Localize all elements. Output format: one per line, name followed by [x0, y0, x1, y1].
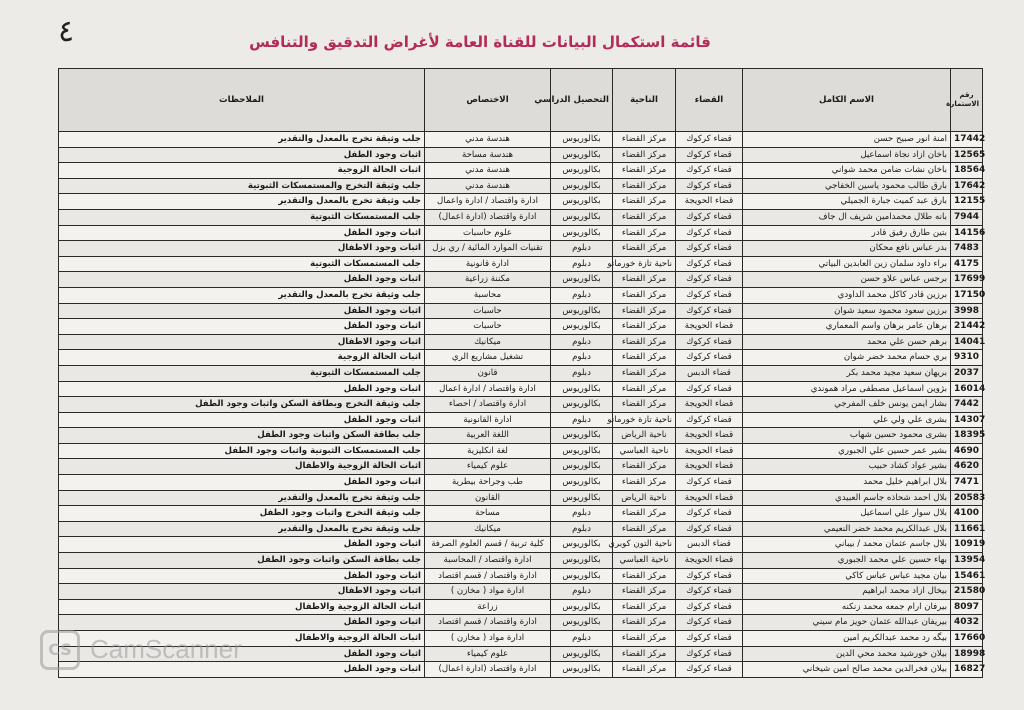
cell-notes: جلب وثيقة تخرج بالمعدل والتقدير	[59, 194, 425, 210]
cell-district: قضاء كركوك	[676, 163, 743, 179]
cell-district: قضاء الحويجة	[676, 553, 743, 569]
cell-subdistrict: مركز القضاء	[613, 475, 676, 491]
cell-subdistrict: مركز القضاء	[613, 225, 676, 241]
cell-specialty: علوم كيمياء	[425, 459, 551, 475]
cell-district: قضاء الدبس	[676, 365, 743, 381]
cell-form-number: 12155	[951, 194, 983, 210]
cell-form-number: 12565	[951, 147, 983, 163]
cell-specialty: ميكانيك	[425, 334, 551, 350]
cell-form-number: 4690	[951, 443, 983, 459]
cell-full-name: بيلان فخرالدين محمد صالح امين شيخاني	[743, 662, 951, 678]
cell-district: قضاء كركوك	[676, 521, 743, 537]
cell-notes: جلب وثيقة تخرج بالمعدل والتقدير	[59, 132, 425, 148]
cell-subdistrict: ناحية الرياض	[613, 490, 676, 506]
cell-full-name: برزين سعود محمود سعيد شوان	[743, 303, 951, 319]
cell-subdistrict: مركز القضاء	[613, 209, 676, 225]
cell-subdistrict: مركز القضاء	[613, 319, 676, 335]
table-row	[59, 272, 983, 288]
cell-district: قضاء كركوك	[676, 147, 743, 163]
table-row	[59, 599, 983, 615]
table-row	[59, 521, 983, 537]
cell-form-number: 14041	[951, 334, 983, 350]
table-row	[59, 646, 983, 662]
cell-notes: اثبات الحالة الزوجية	[59, 350, 425, 366]
cell-district: قضاء كركوك	[676, 584, 743, 600]
cell-subdistrict: مركز القضاء	[613, 568, 676, 584]
data-table-container	[58, 68, 986, 694]
table-row	[59, 412, 983, 428]
cell-specialty: ادارة واقتصاد / ادارة واعمال	[425, 194, 551, 210]
table-row	[59, 132, 983, 148]
table-row	[59, 241, 983, 257]
cell-education: بكالوريوس	[551, 147, 613, 163]
table-row	[59, 225, 983, 241]
cell-district: قضاء كركوك	[676, 241, 743, 257]
cell-notes: اثبات وجود الطفل	[59, 662, 425, 678]
cell-specialty: اللغة العربية	[425, 428, 551, 444]
table-row	[59, 397, 983, 413]
cell-specialty: ادارة واقتصاد (ادارة اعمال)	[425, 662, 551, 678]
header-subdistrict: الناحية	[613, 69, 676, 132]
cell-form-number: 7471	[951, 475, 983, 491]
header-education: التحصيل الدراسي	[551, 69, 613, 132]
cell-district: قضاء كركوك	[676, 287, 743, 303]
cell-education: دبلوم	[551, 412, 613, 428]
table-row	[59, 537, 983, 553]
cell-full-name: بشرى محمود حسين شهاب	[743, 428, 951, 444]
cell-education: دبلوم	[551, 287, 613, 303]
cell-subdistrict: ناحية تازة خورماتو	[613, 412, 676, 428]
cell-district: قضاء الحويجة	[676, 397, 743, 413]
cell-district: قضاء الحويجة	[676, 194, 743, 210]
cell-district: قضاء كركوك	[676, 631, 743, 647]
cell-district: قضاء كركوك	[676, 568, 743, 584]
header-notes: الملاحظات	[59, 69, 425, 132]
cell-full-name: بتين طارق رفيق قادر	[743, 225, 951, 241]
table-row	[59, 490, 983, 506]
cell-notes: جلب وثيقة التخرج والمستمسكات الثبوتية	[59, 178, 425, 194]
cell-subdistrict: ناحية التون كوبري	[613, 537, 676, 553]
cell-notes: جلب المستمسكات الثبوتية واثبات وجود الطفل	[59, 443, 425, 459]
table-row	[59, 350, 983, 366]
cell-subdistrict: ناحية العباسي	[613, 443, 676, 459]
cell-education: بكالوريوس	[551, 178, 613, 194]
cell-form-number: 13954	[951, 553, 983, 569]
cell-notes: اثبات وجود الطفل	[59, 568, 425, 584]
cell-specialty: ادارة مواد ( مخازن )	[425, 631, 551, 647]
cell-specialty: ادارة واقتصاد / قسم اقتصاد	[425, 568, 551, 584]
cell-specialty: ادارة واقتصاد / ادارة اعمال	[425, 381, 551, 397]
cell-specialty: ادارة واقتصاد / احصاء	[425, 397, 551, 413]
cell-education: دبلوم	[551, 584, 613, 600]
cell-education: بكالوريوس	[551, 397, 613, 413]
cell-form-number: 9310	[951, 350, 983, 366]
cell-full-name: بژوين اسماعيل مصطفى مراد هموندي	[743, 381, 951, 397]
cell-subdistrict: مركز القضاء	[613, 350, 676, 366]
cell-form-number: 20583	[951, 490, 983, 506]
cell-notes: اثبات الحالة الزوجية والاطفال	[59, 631, 425, 647]
cell-notes: اثبات وجود الاطفال	[59, 584, 425, 600]
cell-subdistrict: مركز القضاء	[613, 662, 676, 678]
cell-subdistrict: مركز القضاء	[613, 287, 676, 303]
cell-subdistrict: مركز القضاء	[613, 147, 676, 163]
cell-education: بكالوريوس	[551, 319, 613, 335]
cell-education: دبلوم	[551, 256, 613, 272]
cell-full-name: بانه طلال محمدامين شريف ال جاف	[743, 209, 951, 225]
cell-notes: اثبات وجود الطفل	[59, 225, 425, 241]
cell-notes: جلب وثيقة تخرج بالمعدل والتقدير	[59, 287, 425, 303]
cell-notes: جلب المستمسكات الثبوتية	[59, 209, 425, 225]
cell-district: قضاء كركوك	[676, 350, 743, 366]
cell-specialty: ميكانيك	[425, 521, 551, 537]
cell-education: بكالوريوس	[551, 132, 613, 148]
cell-form-number: 17442	[951, 132, 983, 148]
table-row	[59, 334, 983, 350]
cell-form-number: 18998	[951, 646, 983, 662]
cell-education: بكالوريوس	[551, 163, 613, 179]
data-table	[58, 68, 986, 678]
cell-specialty: محاسبة	[425, 287, 551, 303]
cell-form-number: 18564	[951, 163, 983, 179]
cell-specialty: القانون	[425, 490, 551, 506]
cell-district: قضاء كركوك	[676, 272, 743, 288]
cell-notes: اثبات الحالة الزوجية	[59, 163, 425, 179]
cell-district: قضاء كركوك	[676, 506, 743, 522]
cell-district: قضاء كركوك	[676, 412, 743, 428]
cell-district: قضاء كركوك	[676, 381, 743, 397]
table-row	[59, 163, 983, 179]
cell-full-name: بارق طالب محمود ياسين الخفاجي	[743, 178, 951, 194]
cell-notes: اثبات وجود الطفل	[59, 303, 425, 319]
cell-form-number: 8097	[951, 599, 983, 615]
cell-full-name: برجس عباس علاو حسن	[743, 272, 951, 288]
table-row	[59, 662, 983, 678]
cell-specialty: علوم كيمياء	[425, 646, 551, 662]
cell-specialty: ادارة القانونية	[425, 412, 551, 428]
table-row	[59, 365, 983, 381]
cell-district: قضاء كركوك	[676, 256, 743, 272]
cell-subdistrict: مركز القضاء	[613, 365, 676, 381]
cell-notes: جلب المستمسكات الثبوتية	[59, 256, 425, 272]
cell-specialty: مساحة	[425, 506, 551, 522]
cell-full-name: براء داود سلمان زين العابدين البياتي	[743, 256, 951, 272]
cell-education: بكالوريوس	[551, 615, 613, 631]
cell-full-name: بيرفان ارام جمعه محمد زنكنه	[743, 599, 951, 615]
cell-education: بكالوريوس	[551, 459, 613, 475]
cell-full-name: بلال ابراهيم خليل محمد	[743, 475, 951, 491]
cell-education: دبلوم	[551, 365, 613, 381]
cell-form-number: 16827	[951, 662, 983, 678]
cell-full-name: بشير عواد كشاد حبيب	[743, 459, 951, 475]
cell-education: بكالوريوس	[551, 303, 613, 319]
cell-full-name: بيخال ازاد محمد ابراهيم	[743, 584, 951, 600]
cell-district: قضاء كركوك	[676, 646, 743, 662]
cell-notes: جلب وثيقة تخرج بالمعدل والتقدير	[59, 490, 425, 506]
header-specialty: الاختصاص	[425, 69, 551, 132]
cell-notes: اثبات الحالة الزوجية والاطفال	[59, 599, 425, 615]
cell-district: قضاء كركوك	[676, 334, 743, 350]
cell-specialty: لغة انكليزية	[425, 443, 551, 459]
header-district: القضاء	[676, 69, 743, 132]
cell-notes: اثبات وجود الطفل	[59, 147, 425, 163]
cell-subdistrict: مركز القضاء	[613, 381, 676, 397]
cell-full-name: امنة انور صبيح حسن	[743, 132, 951, 148]
cell-full-name: بيان مجيد عباس عباس كاكي	[743, 568, 951, 584]
cell-education: بكالوريوس	[551, 443, 613, 459]
cell-specialty: كلية تربية / قسم العلوم الصرفة	[425, 537, 551, 553]
cell-specialty: تشغيل مشاريع الري	[425, 350, 551, 366]
cell-full-name: بلال احمد شحاذه جاسم العبيدي	[743, 490, 951, 506]
cell-full-name: بيريفان عبدالله عثمان حويز مام سيني	[743, 615, 951, 631]
watermark-text: CamScanner	[90, 634, 242, 664]
cell-notes: اثبات وجود الاطفال	[59, 334, 425, 350]
cell-education: بكالوريوس	[551, 194, 613, 210]
cell-subdistrict: مركز القضاء	[613, 646, 676, 662]
table-row	[59, 475, 983, 491]
cell-specialty: هندسة مساحة	[425, 147, 551, 163]
cell-form-number: 4620	[951, 459, 983, 475]
cell-notes: اثبات وجود الطفل	[59, 412, 425, 428]
cell-district: قضاء الحويجة	[676, 459, 743, 475]
cell-notes: اثبات الحالة الزوجية والاطفال	[59, 459, 425, 475]
cell-subdistrict: مركز القضاء	[613, 506, 676, 522]
cell-form-number: 2037	[951, 365, 983, 381]
cell-form-number: 17660	[951, 631, 983, 647]
cell-district: قضاء الحويجة	[676, 443, 743, 459]
cell-specialty: ادارة واقتصاد / المحاسبة	[425, 553, 551, 569]
table-row	[59, 256, 983, 272]
cell-full-name: بيلان خورشيد محمد محي الدين	[743, 646, 951, 662]
cell-form-number: 16014	[951, 381, 983, 397]
cell-specialty: تقنيات الموارد المائية / ري بزل	[425, 241, 551, 257]
table-row	[59, 381, 983, 397]
cell-notes: جلب المستمسكات الثبوتية	[59, 365, 425, 381]
cell-subdistrict: مركز القضاء	[613, 241, 676, 257]
cell-subdistrict: مركز القضاء	[613, 459, 676, 475]
cell-specialty: هندسة مدني	[425, 163, 551, 179]
cell-form-number: 7483	[951, 241, 983, 257]
cell-education: بكالوريوس	[551, 475, 613, 491]
cell-notes: اثبات وجود الطفل	[59, 646, 425, 662]
cell-education: بكالوريوس	[551, 381, 613, 397]
table-row	[59, 631, 983, 647]
cell-subdistrict: مركز القضاء	[613, 303, 676, 319]
cell-form-number: 21580	[951, 584, 983, 600]
header-form-number: رقم الاستمارة	[951, 69, 983, 132]
table-row	[59, 147, 983, 163]
cell-full-name: بري حسام محمد خضر شوان	[743, 350, 951, 366]
table-row	[59, 194, 983, 210]
table-row	[59, 443, 983, 459]
cell-full-name: باخان ازاد نجاة اسماعيل	[743, 147, 951, 163]
cell-form-number: 10919	[951, 537, 983, 553]
cell-full-name: بدر عباس نافع محكان	[743, 241, 951, 257]
table-row	[59, 459, 983, 475]
cell-district: قضاء كركوك	[676, 225, 743, 241]
cell-full-name: بشير عمر حسين علي الجبوري	[743, 443, 951, 459]
cell-specialty: ادارة قانونية	[425, 256, 551, 272]
cell-specialty: ادارة واقتصاد (ادارة اعمال)	[425, 209, 551, 225]
cell-full-name: بشار ايمن يونس خلف المفرجي	[743, 397, 951, 413]
cell-district: قضاء الحويجة	[676, 428, 743, 444]
cell-notes: جلب وثيقة التخرج وبطاقة السكن واثبات وجود الطفل	[59, 397, 425, 413]
cell-subdistrict: مركز القضاء	[613, 163, 676, 179]
cell-subdistrict: مركز القضاء	[613, 178, 676, 194]
cell-full-name: بيگه رد محمد عبدالكريم امين	[743, 631, 951, 647]
camscanner-logo-icon: CS	[40, 630, 80, 670]
cell-specialty: هندسة مدني	[425, 178, 551, 194]
cell-subdistrict: ناحية الرياض	[613, 428, 676, 444]
table-row	[59, 506, 983, 522]
cell-subdistrict: مركز القضاء	[613, 615, 676, 631]
cell-subdistrict: مركز القضاء	[613, 272, 676, 288]
cell-full-name: بارق عبد كميت جبارة الجميلي	[743, 194, 951, 210]
cell-district: قضاء كركوك	[676, 599, 743, 615]
cell-education: بكالوريوس	[551, 662, 613, 678]
cell-full-name: بريهان سعيد مجيد محمد بكر	[743, 365, 951, 381]
cell-full-name: بهاء حسين علي محمد الجبوري	[743, 553, 951, 569]
cell-education: دبلوم	[551, 631, 613, 647]
cell-form-number: 15461	[951, 568, 983, 584]
cell-form-number: 4032	[951, 615, 983, 631]
cell-specialty: قانون	[425, 365, 551, 381]
table-row	[59, 615, 983, 631]
cell-form-number: 17150	[951, 287, 983, 303]
page-title: قائمة استكمال البيانات للقناة العامة لأغراض التدقيق والتنافس	[249, 33, 711, 51]
cell-notes: جلب بطاقة السكن واثبات وجود الطفل	[59, 428, 425, 444]
cell-specialty: هندسة مدني	[425, 132, 551, 148]
table-row	[59, 584, 983, 600]
cell-form-number: 14307	[951, 412, 983, 428]
cell-district: قضاء كركوك	[676, 132, 743, 148]
cell-specialty: ادارة واقتصاد / قسم اقتصاد	[425, 615, 551, 631]
cell-education: بكالوريوس	[551, 537, 613, 553]
table-header-row	[59, 69, 983, 132]
cell-district: قضاء الحويجة	[676, 319, 743, 335]
cell-notes: جلب وثيقة تخرج بالمعدل والتقدير	[59, 521, 425, 537]
cell-notes: اثبات وجود الطفل	[59, 537, 425, 553]
table-row	[59, 553, 983, 569]
cell-district: قضاء كركوك	[676, 615, 743, 631]
cell-subdistrict: مركز القضاء	[613, 599, 676, 615]
cell-subdistrict: ناحية العباسي	[613, 553, 676, 569]
cell-specialty: طب وجراحة بيطرية	[425, 475, 551, 491]
cell-district: قضاء الحويجة	[676, 490, 743, 506]
cell-notes: جلب بطاقة السكن واثبات وجود الطفل	[59, 553, 425, 569]
cell-education: دبلوم	[551, 350, 613, 366]
cell-specialty: حاسبات	[425, 319, 551, 335]
cell-notes: اثبات وجود الطفل	[59, 615, 425, 631]
cell-form-number: 14156	[951, 225, 983, 241]
cell-specialty: ادارة مواد ( مخازن )	[425, 584, 551, 600]
cell-notes: اثبات وجود الطفل	[59, 272, 425, 288]
table-row	[59, 319, 983, 335]
table-row	[59, 287, 983, 303]
cell-specialty: حاسبات	[425, 303, 551, 319]
cell-notes: اثبات وجود الطفل	[59, 381, 425, 397]
cell-full-name: بشرى علي ولي علي	[743, 412, 951, 428]
cell-education: بكالوريوس	[551, 209, 613, 225]
cell-notes: جلب وثيقة التخرج واثبات وجود الطفل	[59, 506, 425, 522]
cell-form-number: 17699	[951, 272, 983, 288]
cell-form-number: 3998	[951, 303, 983, 319]
cell-district: قضاء كركوك	[676, 303, 743, 319]
table-row	[59, 428, 983, 444]
table-row	[59, 568, 983, 584]
cell-notes: اثبات وجود الطفل	[59, 475, 425, 491]
cell-education: بكالوريوس	[551, 272, 613, 288]
cell-form-number: 4100	[951, 506, 983, 522]
cell-full-name: برزين قادر كاكل محمد الداودي	[743, 287, 951, 303]
table-row	[59, 178, 983, 194]
cell-education: بكالوريوس	[551, 646, 613, 662]
cell-full-name: بلال جاسم عثمان محمد / بيباني	[743, 537, 951, 553]
cell-full-name: برهان عامر برهان واسم المعماري	[743, 319, 951, 335]
cell-education: دبلوم	[551, 521, 613, 537]
cell-full-name: برهم حسن علي محمد	[743, 334, 951, 350]
cell-district: قضاء كركوك	[676, 475, 743, 491]
cell-specialty: زراعة	[425, 599, 551, 615]
cell-district: قضاء كركوك	[676, 662, 743, 678]
table-row	[59, 303, 983, 319]
page-number: ٤	[58, 14, 75, 49]
cell-full-name: بلال عبدالكريم محمد خضر النعيمي	[743, 521, 951, 537]
cell-form-number: 11661	[951, 521, 983, 537]
cell-subdistrict: مركز القضاء	[613, 521, 676, 537]
cell-subdistrict: مركز القضاء	[613, 132, 676, 148]
cell-district: قضاء كركوك	[676, 178, 743, 194]
cell-subdistrict: مركز القضاء	[613, 194, 676, 210]
cell-subdistrict: مركز القضاء	[613, 397, 676, 413]
cell-form-number: 17642	[951, 178, 983, 194]
cell-full-name: بلال سوار علي اسماعيل	[743, 506, 951, 522]
cell-notes: اثبات وجود الطفل	[59, 319, 425, 335]
cell-education: بكالوريوس	[551, 428, 613, 444]
table-row	[59, 209, 983, 225]
cell-district: قضاء الدبس	[676, 537, 743, 553]
cell-subdistrict: مركز القضاء	[613, 584, 676, 600]
cell-education: بكالوريوس	[551, 599, 613, 615]
cell-subdistrict: مركز القضاء	[613, 334, 676, 350]
cell-education: بكالوريوس	[551, 568, 613, 584]
cell-full-name: باخان نشات ضامن محمد شواني	[743, 163, 951, 179]
cell-education: دبلوم	[551, 334, 613, 350]
header-full-name: الاسم الكامل	[743, 69, 951, 132]
cell-specialty: مكننة زراعية	[425, 272, 551, 288]
cell-district: قضاء كركوك	[676, 209, 743, 225]
cell-form-number: 7442	[951, 397, 983, 413]
cell-education: دبلوم	[551, 241, 613, 257]
cell-specialty: علوم حاسبات	[425, 225, 551, 241]
cell-notes: اثبات وجود الاطفال	[59, 241, 425, 257]
cell-subdistrict: مركز القضاء	[613, 631, 676, 647]
cell-education: بكالوريوس	[551, 490, 613, 506]
cell-education: دبلوم	[551, 506, 613, 522]
table-body	[59, 132, 986, 678]
cell-form-number: 21442	[951, 319, 983, 335]
cell-subdistrict: ناحية تازة خورماتو	[613, 256, 676, 272]
cell-form-number: 7944	[951, 209, 983, 225]
cell-education: بكالوريوس	[551, 225, 613, 241]
cell-form-number: 4175	[951, 256, 983, 272]
cell-form-number: 18395	[951, 428, 983, 444]
cell-education: بكالوريوس	[551, 553, 613, 569]
